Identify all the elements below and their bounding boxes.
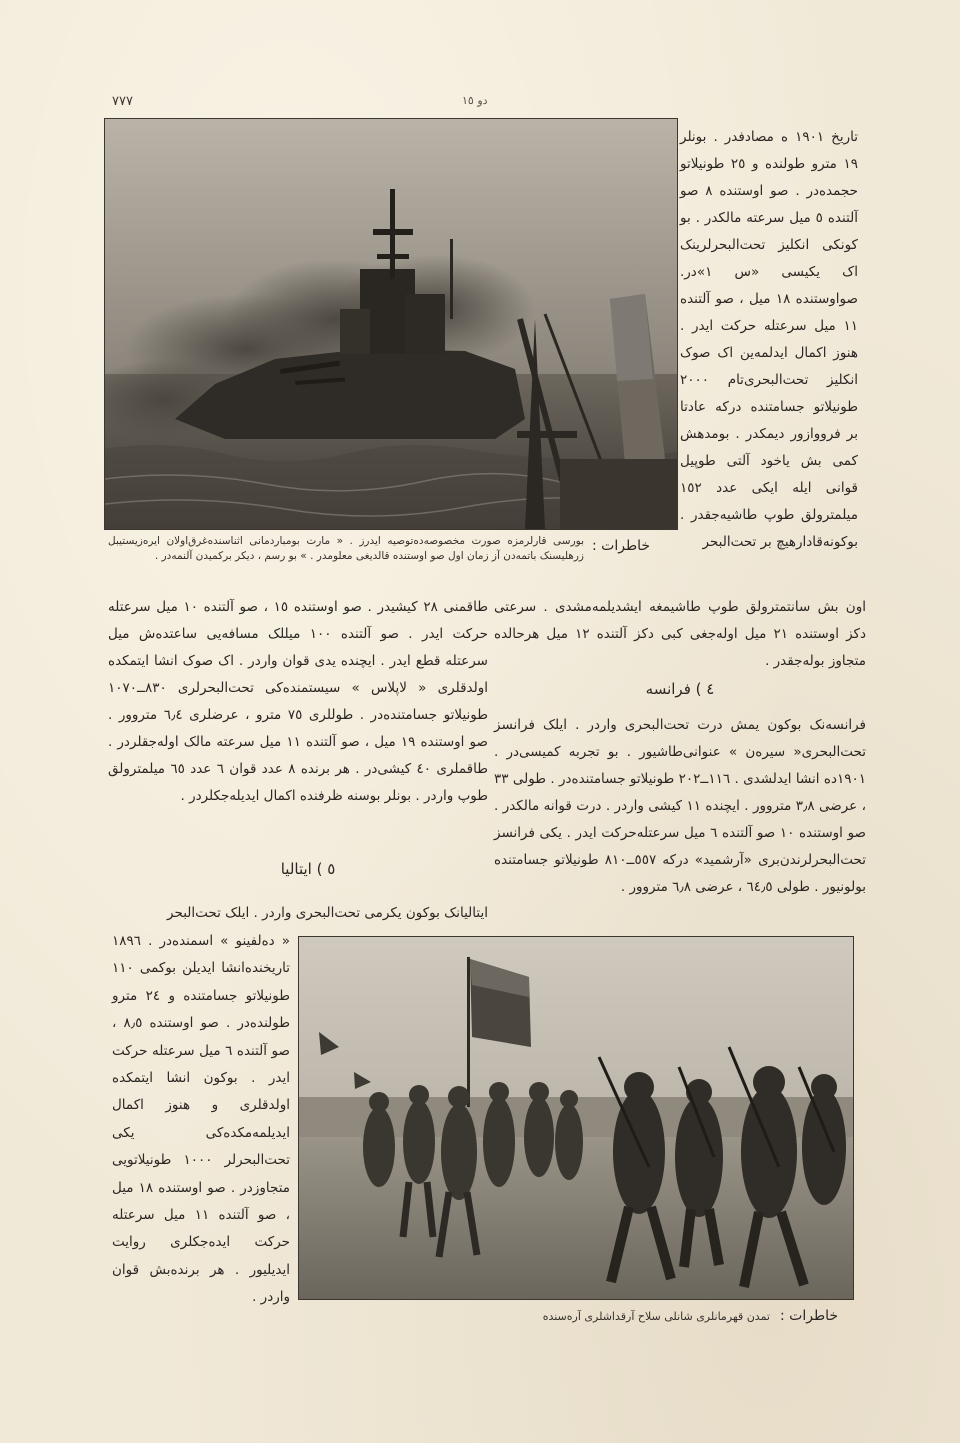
france-section-text (494, 712, 866, 901)
marching-soldiers-photo (298, 936, 854, 1300)
france-paragraph: فرانسه‌نک بوکون یمش درت تحت‌البحری واردر . ایلک فرانسز تحت‌البحری« سیرەن » عنوانی‌طاشیور . بو تجربه کمیسی‌در . ١٩٠١ده انشا ایدلشدی . ١١٦ــ٢٠٢ طونیلاتو جسامتنده‌در . طولی ٣٣ ، عرضی ٣٫٨ متروور . ایچنده ١١ کیشی واردر . درت قوانه مالکدر . صو اوستنده ١٠ صو آلتنده ٦ میل سرعتله‌حرکت ایدر . یکی فرانسز تحت‌البحرلرندن‌بری‌ «آرشمید» درکه ٥٥٧ــ٨١٠ طونیلاتو جسامتنده بولونیور . طولی ٦٤٫٥ ، عرضی ٦٫٨ متروور . (494, 717, 867, 895)
middle-block-text (494, 594, 866, 675)
france-heading: ٤ ) فرانسه (645, 680, 715, 698)
page-number: ٧٧٧ (112, 94, 133, 109)
left-block-paragraph: طاقمنی ٢٨ کیشیدر . صو اوستنده ١٥ ، صو آلتنده ١٠ میل سرعتله حرکت ایدر . صو آلتنده ١٠٠ میللک مسافه‌یی ساعتده‌ش میل سرعتله قطع ایدر . ایچنده یدی قوان واردر . اک صوک انشا ایتمکده اولدقلری « لاپلاس » سیستمنده‌کی تحت‌البحرلری ٨٣٠ــ١٠٧٠ طونیلاتو جسامتنده‌در . طوللری ٧٥ مترو ، عرضلری ٦٫٤ متروور . صو اوستنده ١٩ میل ، صو آلتنده ١١ میل سرعته مالک اوله‌جقلردر . طاقملری ٤٠ کیشی‌در . هر برنده ٨ عدد قوان ٦ عدد ٦٥ میلمترولق طوپ واردر . بونلر بوسنه ظرفنده اکمال ایدیله‌جکلردر . (108, 599, 488, 804)
caption-top-text: بورسی قارلرمزه صورت مخصوصه‌ده‌توصیه ایدرز . « مارت بومباردمانی اثناسنده‌غرق‌اولان ایرەزیستیبل زرهلیسنک باتمه‌دن آز زمان اول صو اوستنده قالدیغی معلومدر . » بو رسم ، دیکر برکمیدن آلنمه‌در . (108, 535, 584, 562)
italy-heading: ٥ ) ایتالیا (280, 860, 336, 878)
right-column-text (680, 124, 858, 556)
caption-bottom-text: تمدن قهرمانلری شانلی سلاح آرقداشلری آره‌سنده (542, 1310, 770, 1323)
caption-top-label: خاطرات : (592, 538, 651, 554)
italy-intro-text (108, 900, 488, 927)
middle-block-paragraph: اون بش سانتمترولق طوپ طاشیمغه ایشدیلمه‌مشدی . سرعتی دکز اوستنده ٢١ میل اوله‌جغی کبی دکز آلتنده ١٢ میل هرحالده متجاوز بوله‌جقدر . (494, 599, 866, 669)
caption-bottom-label: خاطرات : (780, 1308, 839, 1324)
italy-intro-paragraph: ایتالیانک بوکون یکرمی تحت‌البحری واردر . ایلک تحت‌البحر (167, 905, 488, 921)
italy-section-text (112, 928, 290, 1312)
italy-paragraph: « دەلفینو » اسمنده‌در . ١٨٩٦ تاریخنده‌انشا ایدیلن بوکمی ١١٠ طونیلاتو جسامتنده و ٢٤ مترو طولنده‌در . صو اوستنده ٨٫٥ ، صو آلتنده ٦ میل سرعتله حرکت ایدر . بوکون انشا ایتمکده اولدقلری و هنوز اکمال ایدیلمه‌مکده‌کی یکی تحت‌البحرلر ١٠٠٠ طونیلاتویی متجاوزدر . صو اوستنده ١٨ میل ، صو آلتنده ١١ میل سرعتله حرکت ایده‌جکلری روایت ایدیلیور . هر برنده‌بش قوان واردر . (112, 933, 290, 1306)
left-block-text (108, 594, 488, 810)
right-column-paragraph: تاریخ ١٩٠١ ه مصادفدر . بونلر ١٩ مترو طولنده و ٢٥ طونیلاتو حجمده‌در . صو اوستنده ٨ صو آلتنده ٥ میل سرعته مالکدر . بو کونکی انکلیز تحت‌البحرلرینک اک یکیسی «س ١»در. صواوستنده ١٨ میل ، صو آلتنده ١١ میل سرعتله حرکت ایدر . هنوز اکمال ایدلمه‌ین اک صوک انکلیز تحت‌البحری‌تام ٢٠٠٠ طونیلاتو جسامتنده درکه عادتا بر فرووازور دیمکدر . بومدهش کمی بش یاخود آلتی طوپیل قوانی ایله ایکی عدد ١٥٢ میلمترولق طوپ طاشیه‌جقدر . بوکونه‌قادارهیچ بر تحت‌البحر (680, 129, 859, 550)
header-mark: دو ١٥ (462, 94, 488, 107)
battleship-photo (104, 118, 678, 530)
